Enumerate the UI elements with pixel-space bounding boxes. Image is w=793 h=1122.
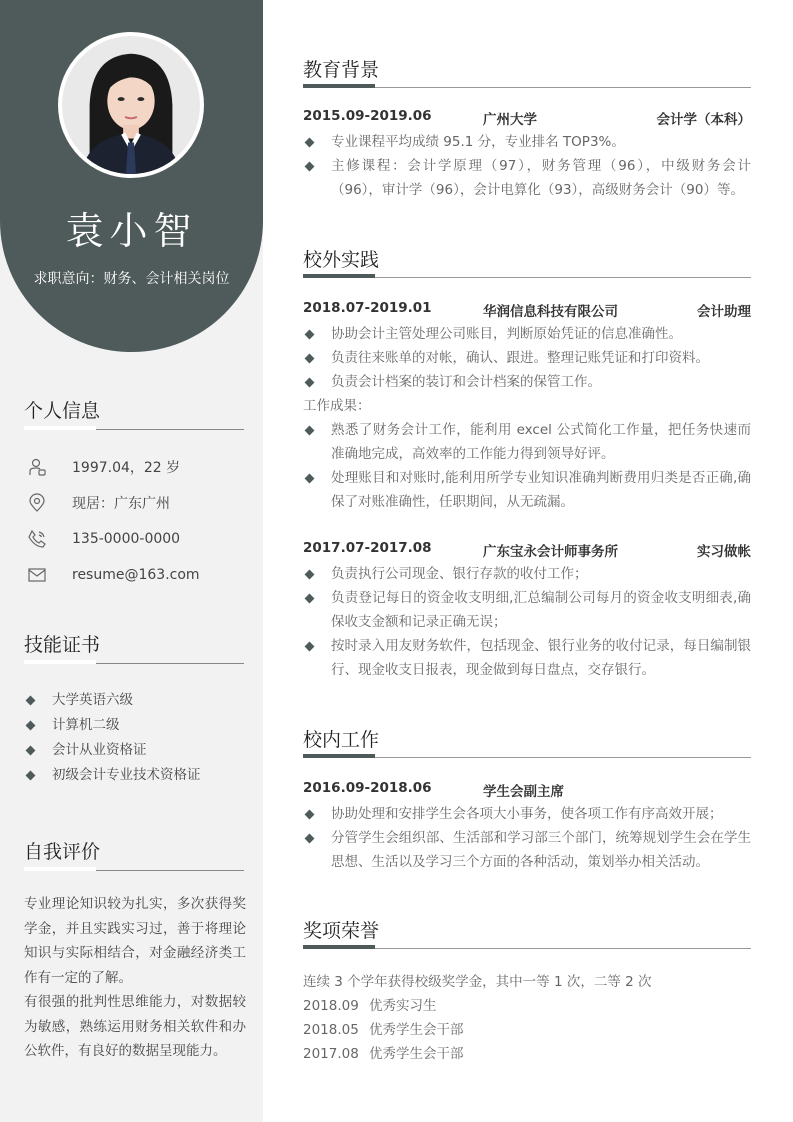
self-eval-text: [24, 892, 246, 1064]
info-email: [24, 563, 244, 587]
diamond-bullet-icon: [305, 426, 315, 436]
self-eval-paragraph: 有很强的批判性思维能力，对数据较为敏感，熟练运用财务相关软件和办公软件，有良好的数据呈现能力。: [24, 994, 246, 1059]
list-item: 负责往来账单的对帐，确认、跟进。整理记账凭证和打印资料。: [303, 346, 751, 370]
self-eval-title: 自我评价: [24, 841, 101, 863]
avatar: [58, 32, 204, 178]
diamond-bullet-icon: [305, 138, 315, 148]
phone-text: 135-0000-0000: [72, 531, 181, 547]
birth-text: 1997.04，22 岁: [72, 460, 181, 476]
list-item: 处理账目和对账时,能利用所学专业知识准确判断费用归类是否正确,确保了对账准确性，任职期间，从无疏漏。: [303, 466, 751, 514]
info-birth: [24, 455, 244, 479]
list-item: 协助会计主管处理公司账目，判断原始凭证的信息准确性。: [303, 322, 751, 346]
location-text: 现居：广东广州: [72, 496, 170, 512]
diamond-bullet-icon: [305, 834, 315, 844]
diamond-bullet-icon: [305, 378, 315, 388]
avatar-photo: [62, 36, 200, 174]
awards-list: [303, 970, 751, 1066]
email-text: resume@163.com: [72, 567, 200, 583]
section-divider: [24, 870, 244, 871]
education-entry-header: [303, 108, 751, 128]
section-divider: [303, 87, 751, 88]
entry-date: 2016.09-2018.06: [303, 780, 432, 796]
diamond-bullet-icon: [305, 594, 315, 604]
list-item: 2018.05 优秀学生会干部: [303, 1022, 464, 1038]
company-name: 华润信息科技有限公司: [483, 304, 618, 320]
results-label: 工作成果：: [303, 398, 371, 414]
diamond-bullet-icon: [305, 474, 315, 484]
awards-summary: 连续 3 个学年获得校级奖学金，其中一等 1 次，二等 2 次: [303, 974, 652, 990]
user-icon: [24, 456, 50, 478]
diamond-bullet-icon: [305, 330, 315, 340]
list-item: 2018.09 优秀实习生: [303, 998, 437, 1014]
list-item: 按时录入用友财务软件，包括现金、银行业务的收付记录，每日编制银行、现金收支日报表，现金做到每日盘点，交存银行。: [303, 634, 751, 682]
personal-info-title: 个人信息: [24, 400, 101, 422]
list-item: 分管学生会组织部、生活部和学习部三个部门，统筹规划学生会在学生思想、生活以及学习三个方面的各种活动，策划举办相关活动。: [303, 826, 751, 874]
entry-date: 2018.07-2019.01: [303, 300, 432, 316]
list-item: 初级会计专业技术资格证: [24, 763, 254, 788]
company-name: 广东宝永会计师事务所: [483, 544, 618, 560]
major-name: 会计学（本科）: [656, 112, 751, 128]
school-name: 广州大学: [483, 112, 537, 128]
list-item: 负责登记每日的资金收支明细,汇总编制公司每月的资金收支明细表,确保收支金额和记录正确无误；: [303, 586, 751, 634]
entry-date: 2015.09-2019.06: [303, 108, 432, 124]
section-divider: [24, 429, 244, 430]
location-pin-icon: [24, 492, 50, 514]
list-item: 协助处理和安排学生会各项大小事务，使各项工作有序高效开展；: [303, 802, 751, 826]
diamond-bullet-icon: [26, 696, 36, 706]
job-role: 实习做帐: [697, 544, 751, 560]
list-item: 负责执行公司现金、银行存款的收付工作；: [303, 562, 751, 586]
self-eval-paragraph: 专业理论知识较为扎实，多次获得奖学金，并且实践实习过，善于将理论知识与实际相结合，对金融经济类工作有一定的了解。: [24, 896, 246, 986]
section-divider: [303, 277, 751, 278]
awards-title: 奖项荣誉: [303, 920, 380, 942]
diamond-bullet-icon: [305, 810, 315, 820]
campus-bullets: [303, 802, 751, 874]
info-location: [24, 491, 244, 515]
practice-title: 校外实践: [303, 249, 380, 271]
skills-title: 技能证书: [24, 634, 101, 656]
education-title: 教育背景: [303, 59, 380, 81]
education-bullets: [303, 130, 751, 202]
entry-date: 2017.07-2017.08: [303, 540, 432, 556]
job-bullets: [303, 322, 751, 394]
job-entry-header: [303, 300, 751, 320]
diamond-bullet-icon: [26, 771, 36, 781]
job-entry-header: [303, 540, 751, 560]
list-item: 计算机二级: [24, 713, 254, 738]
info-phone: [24, 527, 244, 551]
list-item: 大学英语六级: [24, 688, 254, 713]
job-intent: 求职意向：财务、会计相关岗位: [33, 271, 230, 287]
diamond-bullet-icon: [26, 746, 36, 756]
candidate-name: 袁小智: [65, 209, 198, 253]
skills-list: [24, 688, 254, 788]
results-bullets: [303, 418, 751, 514]
section-divider: [303, 757, 751, 758]
list-item: 负责会计档案的装订和会计档案的保管工作。: [303, 370, 751, 394]
job-bullets: [303, 562, 751, 682]
diamond-bullet-icon: [305, 642, 315, 652]
campus-title: 校内工作: [303, 729, 380, 751]
section-divider: [24, 663, 244, 664]
list-item: 专业课程平均成绩 95.1 分，专业排名 TOP3%。: [303, 130, 751, 154]
list-item: 熟悉了财务会计工作，能利用 excel 公式简化工作量，把任务快速而准确地完成，高效率的工作能力得到领导好评。: [303, 418, 751, 466]
diamond-bullet-icon: [305, 354, 315, 364]
phone-icon: [24, 528, 50, 550]
job-role: 会计助理: [697, 304, 751, 320]
diamond-bullet-icon: [305, 570, 315, 580]
campus-entry-header: [303, 780, 751, 800]
list-item: 会计从业资格证: [24, 738, 254, 763]
campus-role: 学生会副主席: [483, 784, 564, 800]
profile-header: [0, 0, 263, 352]
list-item: 2017.08 优秀学生会干部: [303, 1046, 464, 1062]
diamond-bullet-icon: [305, 162, 315, 172]
diamond-bullet-icon: [26, 721, 36, 731]
list-item: 主修课程：会计学原理（97），财务管理（96），中级财务会计（96），审计学（96），会计电算化（93），高级财务会计（90）等。: [303, 154, 751, 202]
section-divider: [303, 948, 751, 949]
mail-icon: [24, 564, 50, 586]
